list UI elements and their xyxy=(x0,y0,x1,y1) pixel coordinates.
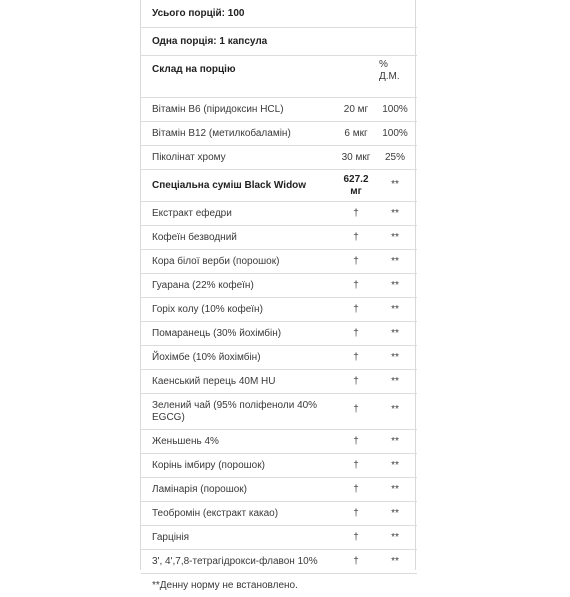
ingredient-amount: † xyxy=(335,550,377,574)
dv-header-line1: % xyxy=(379,59,417,71)
footnote: **Денну норму не встановлено. xyxy=(141,574,417,597)
vitamin-row xyxy=(141,98,417,122)
ingredient-dv: ** xyxy=(377,430,417,454)
dv-header-line2: Д.М. xyxy=(379,71,417,83)
ingredient-row xyxy=(141,274,417,298)
dv-header xyxy=(377,56,417,98)
blend-row xyxy=(141,170,417,202)
ingredient-row xyxy=(141,502,417,526)
ingredient-row xyxy=(141,550,417,574)
ingredient-name: Ламінарія (порошок) xyxy=(141,478,335,502)
composition-header: Склад на порцію xyxy=(141,56,377,98)
serving-size-row xyxy=(141,28,417,56)
ingredient-name: Корінь імбиру (порошок) xyxy=(141,454,335,478)
ingredient-dv: ** xyxy=(377,370,417,394)
nutrition-table xyxy=(141,0,417,597)
vitamin-row xyxy=(141,122,417,146)
ingredient-name: Вітамін B6 (піридоксин HCL) xyxy=(141,98,335,122)
ingredient-row xyxy=(141,226,417,250)
ingredient-row xyxy=(141,370,417,394)
ingredient-amount: † xyxy=(335,202,377,226)
ingredient-amount: † xyxy=(335,526,377,550)
ingredient-amount: † xyxy=(335,370,377,394)
ingredient-dv: ** xyxy=(377,298,417,322)
ingredient-row xyxy=(141,430,417,454)
ingredient-dv: ** xyxy=(377,346,417,370)
ingredient-row xyxy=(141,202,417,226)
ingredient-name: Вітамін B12 (метилкобаламін) xyxy=(141,122,335,146)
ingredient-name: 3', 4',7,8-тетрагідрокси-флавон 10% xyxy=(141,550,335,574)
ingredient-name: Кора білої верби (порошок) xyxy=(141,250,335,274)
ingredient-dv: 100% xyxy=(377,98,417,122)
ingredient-amount: † xyxy=(335,478,377,502)
vitamin-row xyxy=(141,146,417,170)
ingredient-dv: 100% xyxy=(377,122,417,146)
blend-dv: ** xyxy=(377,170,417,202)
blend-name: Спеціальна суміш Black Widow xyxy=(141,170,335,202)
ingredient-dv: ** xyxy=(377,226,417,250)
servings-total-row xyxy=(141,0,417,28)
ingredient-dv: ** xyxy=(377,526,417,550)
ingredient-name: Зелений чай (95% поліфеноли 40% EGCG) xyxy=(141,394,335,430)
ingredient-name: Кофеїн безводний xyxy=(141,226,335,250)
footnote-row xyxy=(141,574,417,597)
blend-amount xyxy=(335,170,377,202)
ingredient-row xyxy=(141,526,417,550)
ingredient-row xyxy=(141,346,417,370)
ingredient-dv: ** xyxy=(377,394,417,430)
ingredient-amount: † xyxy=(335,226,377,250)
ingredient-name: Теобромін (екстракт какао) xyxy=(141,502,335,526)
ingredient-row xyxy=(141,394,417,430)
blend-amount-unit: мг xyxy=(335,186,377,198)
servings-total: Усього порцій: 100 xyxy=(141,0,417,28)
ingredient-amount: † xyxy=(335,394,377,430)
ingredient-amount: † xyxy=(335,454,377,478)
ingredient-amount: † xyxy=(335,322,377,346)
ingredient-amount: 30 мкг xyxy=(335,146,377,170)
ingredient-dv: ** xyxy=(377,550,417,574)
serving-size: Одна порція: 1 капсула xyxy=(141,28,417,56)
ingredient-name: Женьшень 4% xyxy=(141,430,335,454)
ingredient-name: Йохімбе (10% йохімбін) xyxy=(141,346,335,370)
ingredient-name: Екстракт ефедри xyxy=(141,202,335,226)
ingredient-name: Каенський перець 40M HU xyxy=(141,370,335,394)
ingredient-dv: ** xyxy=(377,502,417,526)
ingredient-amount: 20 мг xyxy=(335,98,377,122)
ingredient-amount: 6 мкг xyxy=(335,122,377,146)
ingredient-amount: † xyxy=(335,250,377,274)
ingredient-amount: † xyxy=(335,502,377,526)
ingredient-row xyxy=(141,478,417,502)
ingredient-dv: ** xyxy=(377,454,417,478)
ingredient-dv: ** xyxy=(377,202,417,226)
ingredient-dv: ** xyxy=(377,322,417,346)
ingredient-row xyxy=(141,298,417,322)
ingredient-name: Гарцінія xyxy=(141,526,335,550)
ingredient-name: Помаранець (30% йохімбін) xyxy=(141,322,335,346)
blend-amount-value: 627.2 xyxy=(335,174,377,186)
ingredient-name: Горіх колу (10% кофеїн) xyxy=(141,298,335,322)
ingredient-dv: 25% xyxy=(377,146,417,170)
ingredient-amount: † xyxy=(335,298,377,322)
ingredient-dv: ** xyxy=(377,274,417,298)
ingredient-amount: † xyxy=(335,346,377,370)
nutrition-facts-panel xyxy=(140,0,416,570)
composition-header-row xyxy=(141,56,417,98)
ingredient-dv: ** xyxy=(377,250,417,274)
ingredient-amount: † xyxy=(335,274,377,298)
ingredient-dv: ** xyxy=(377,478,417,502)
ingredient-name: Піколінат хрому xyxy=(141,146,335,170)
ingredient-name: Гуарана (22% кофеїн) xyxy=(141,274,335,298)
ingredient-row xyxy=(141,322,417,346)
ingredient-row xyxy=(141,250,417,274)
ingredient-row xyxy=(141,454,417,478)
ingredient-amount: † xyxy=(335,430,377,454)
